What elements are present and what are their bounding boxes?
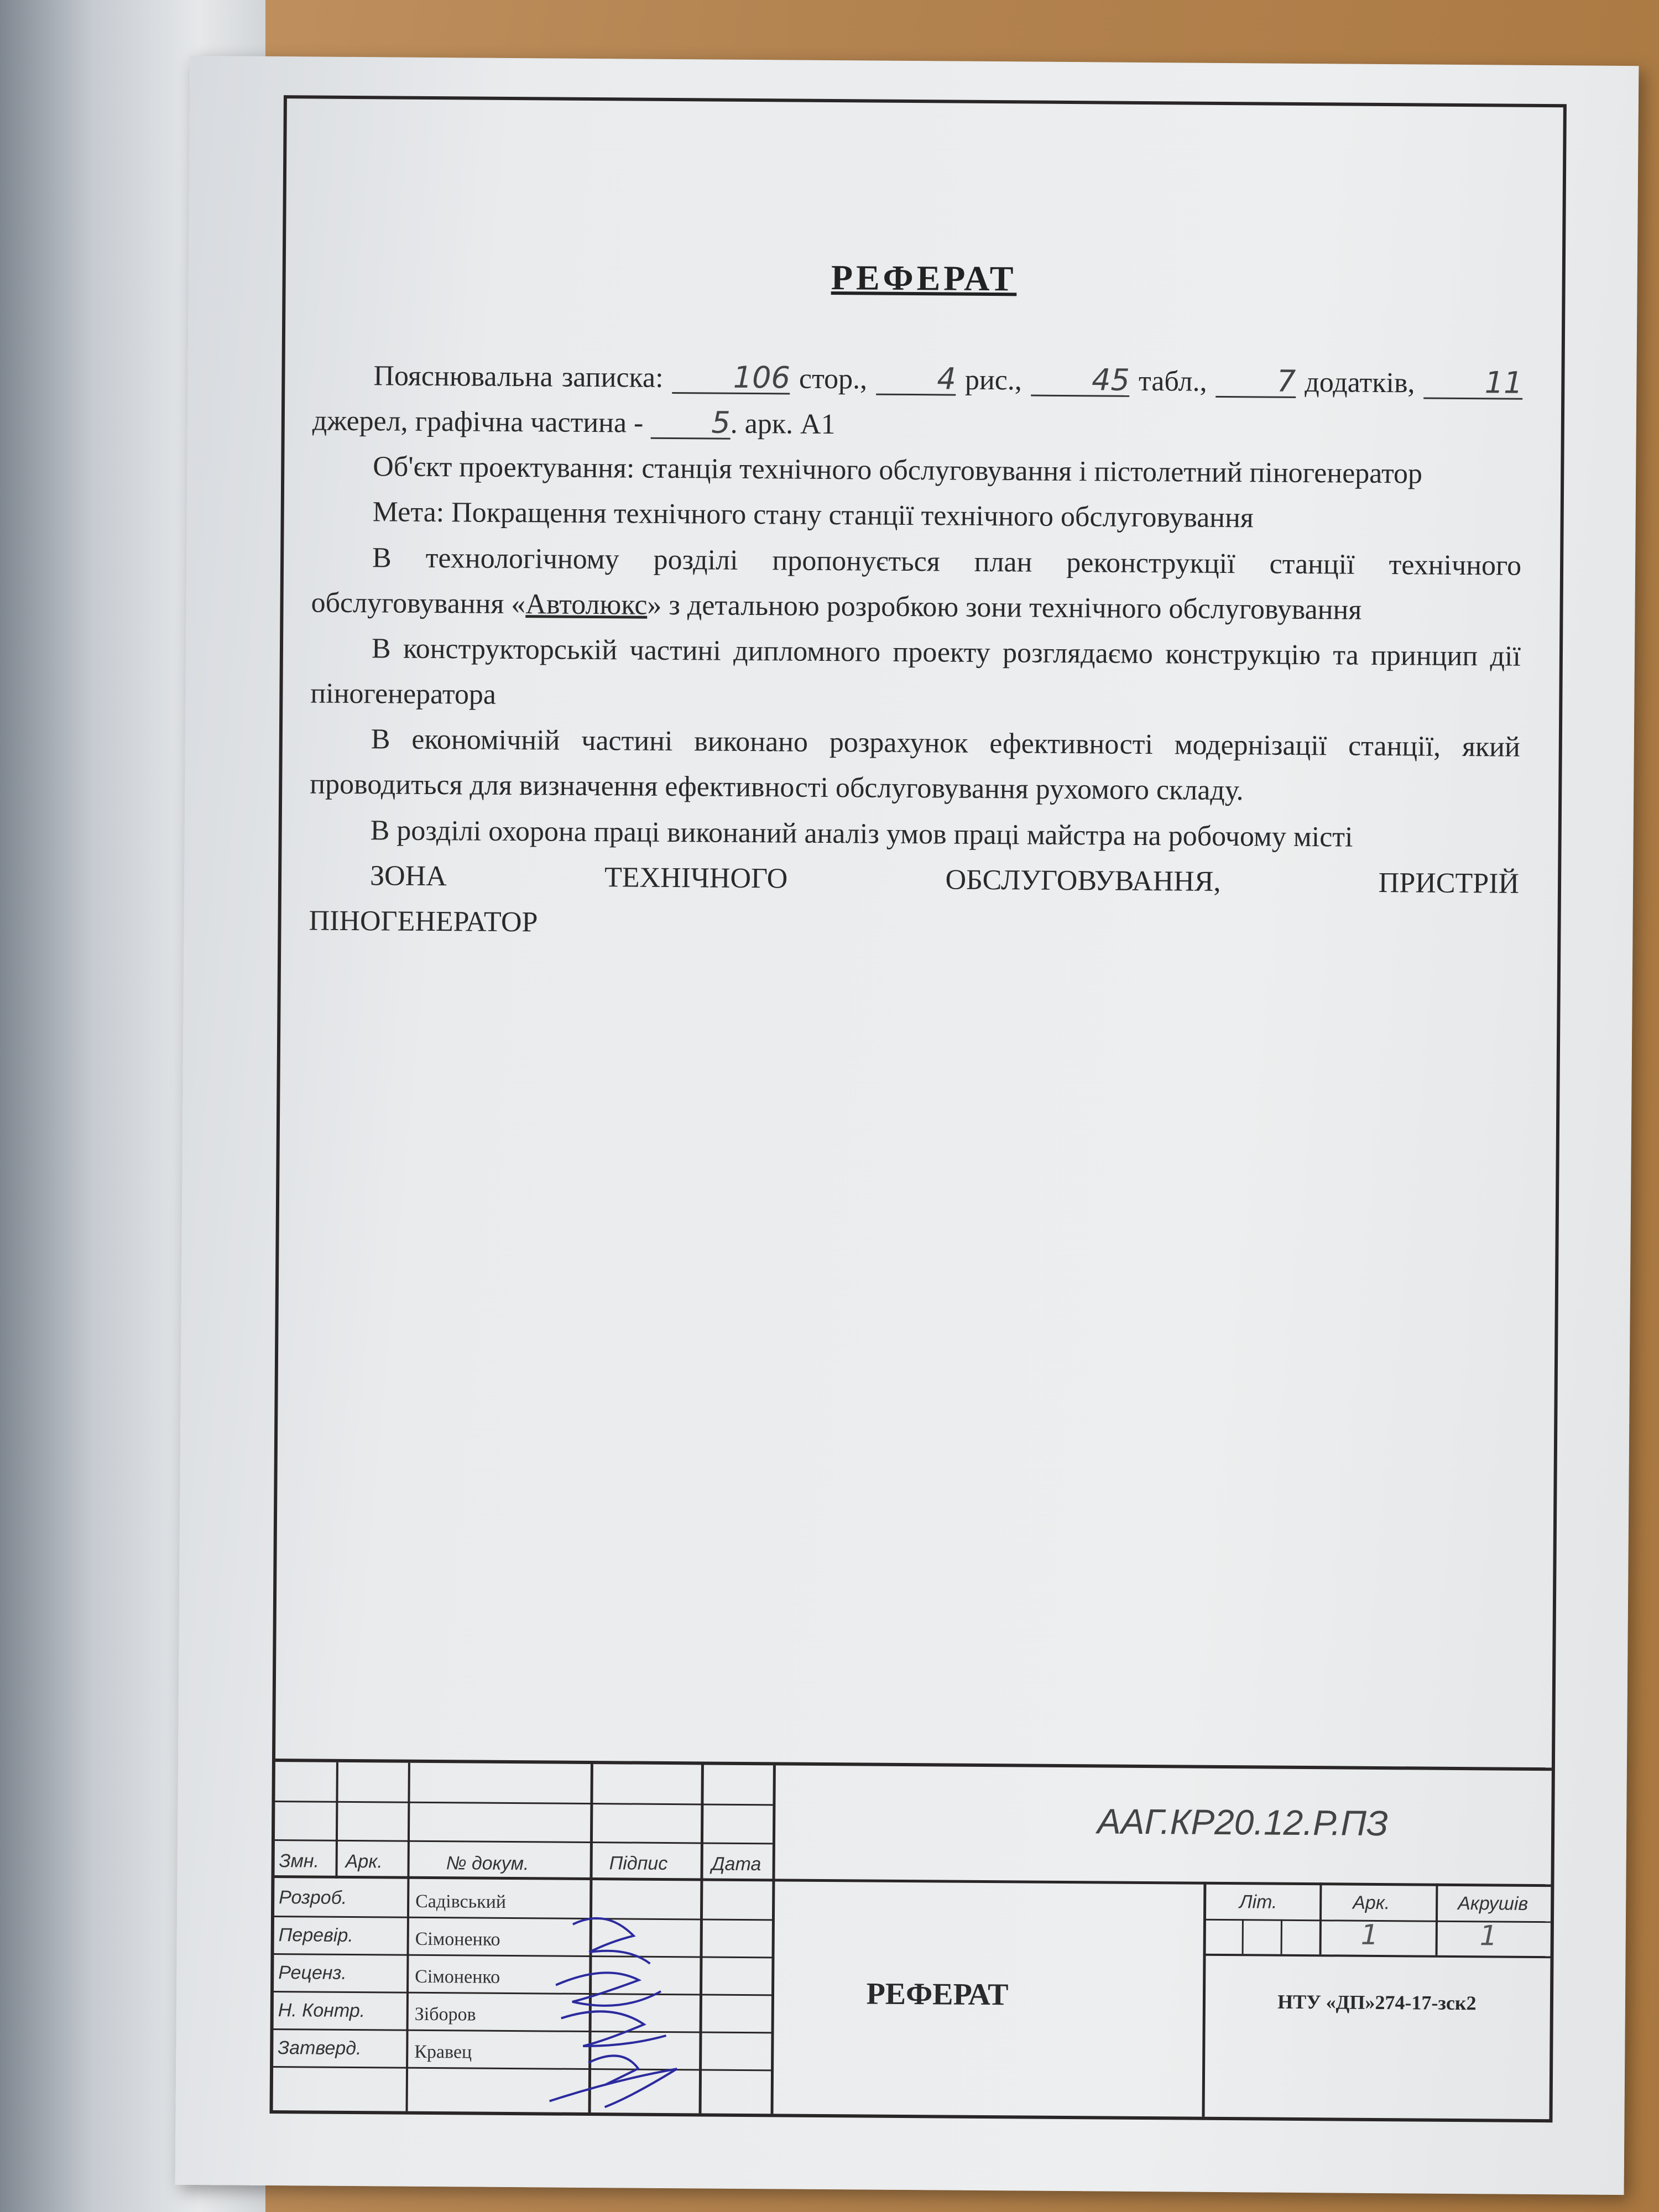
sources-unit: джерел, графічна частина - [312, 405, 644, 439]
grid-line [274, 1875, 1551, 1887]
grid-line [1436, 1884, 1438, 1955]
abstract-body [309, 353, 1522, 952]
role-label: Розроб. [279, 1887, 347, 1908]
grid-line [275, 1839, 773, 1844]
sheets-value: 5 [650, 408, 731, 440]
person-name: Сімоненко [415, 1966, 500, 1987]
figures-unit: рис., [964, 364, 1022, 397]
signature-scribbles [539, 1902, 734, 2113]
grid-line [335, 1762, 338, 1879]
technology-text-end: » з детальною розробкою зони технічного обслуговування [647, 589, 1362, 626]
keyword: ЗОНА [369, 859, 447, 892]
grid-line [1202, 1882, 1206, 2117]
figures-value: 4 [876, 364, 956, 396]
goal-paragraph: Мета: Покращення технічного стану станції технічного обслуговування [372, 496, 1254, 534]
page-frame [269, 95, 1566, 2122]
sheet-label: Арк. [1353, 1892, 1390, 1914]
sheet-number: 1 [1360, 1918, 1379, 1951]
lit-label: Літ. [1239, 1891, 1277, 1913]
keyword: ПРИСТРІЙ [1378, 867, 1520, 900]
person-name: Сімоненко [415, 1928, 500, 1950]
tables-unit: табл., [1138, 365, 1207, 398]
economic-paragraph: В економічній частині виконано розрахунок ефективності модернізації станції, який проводиться для визначення ефективності обслуговування рухомого складу. [310, 723, 1520, 807]
person-name: Кравец [414, 2041, 472, 2063]
role-label: Затверд. [278, 2037, 362, 2059]
role-label: Н. Контр. [278, 2000, 366, 2022]
role-label: Перевір. [278, 1924, 353, 1947]
document-code: ААГ.КР20.12.Р.ПЗ [1097, 1801, 1389, 1844]
sheets-total-label: Акрушів [1458, 1892, 1528, 1914]
header-zmn: Змн. [279, 1850, 320, 1872]
grid-line [406, 1763, 410, 2111]
object-paragraph: Об'єкт проектування: станція технічного обслуговування і пістолетний піногенератор [373, 451, 1423, 490]
keyword: ОБСЛУГОВУВАННЯ, [945, 864, 1221, 898]
grid-line [275, 1801, 773, 1806]
person-name: Садівський [415, 1891, 507, 1912]
organization-code: НТУ «ДП»274-17-зск2 [1277, 1990, 1477, 2015]
header-ark: Арк. [345, 1850, 383, 1872]
safety-paragraph: В розділі охорона праці виконаний аналіз умов праці майстра на робочому місті [370, 814, 1353, 853]
summary-line [312, 353, 1523, 452]
sheets-unit: . арк. А1 [730, 408, 836, 441]
technology-paragraph [311, 535, 1521, 634]
grid-line [1242, 1919, 1244, 1954]
appendices-value: 7 [1216, 366, 1296, 398]
keywords-line-2: ПІНОГЕНЕРАТОР [309, 905, 538, 938]
header-doc-number: № докум. [446, 1853, 529, 1875]
tables-value: 45 [1031, 365, 1130, 397]
technology-text-start: В технологічному розділі пропонується план реконструкції станції технічного обслуговування « [311, 541, 1522, 620]
person-name: Зіборов [414, 2004, 476, 2025]
title-block [273, 1759, 1552, 2119]
sheets-total: 1 [1479, 1919, 1498, 1952]
grid-line [771, 1765, 776, 2114]
pages-value: 106 [672, 362, 790, 394]
station-name: Автолюкс [525, 588, 648, 621]
sources-value: 11 [1424, 367, 1523, 399]
keywords-line [309, 853, 1520, 906]
summary-label: Пояснювальна записка: [373, 360, 664, 394]
role-label: Реценз. [278, 1962, 347, 1984]
appendices-unit: додатків, [1305, 366, 1415, 399]
document-page [175, 56, 1639, 2195]
header-date: Дата [711, 1853, 761, 1875]
grid-line [1203, 1954, 1551, 1958]
grid-line [1281, 1919, 1282, 1954]
design-paragraph: В конструкторській частині дипломного проекту розглядаємо конструкцію та принцип дії піногенератора [310, 633, 1521, 711]
pages-unit: стор., [799, 363, 868, 395]
keyword: ТЕХНІЧНОГО [604, 861, 788, 895]
grid-line [1319, 1882, 1322, 1954]
header-signature: Підпис [609, 1853, 668, 1875]
page-title: РЕФЕРАТ [831, 258, 1017, 299]
stamp-title: РЕФЕРАТ [866, 1976, 1009, 2012]
